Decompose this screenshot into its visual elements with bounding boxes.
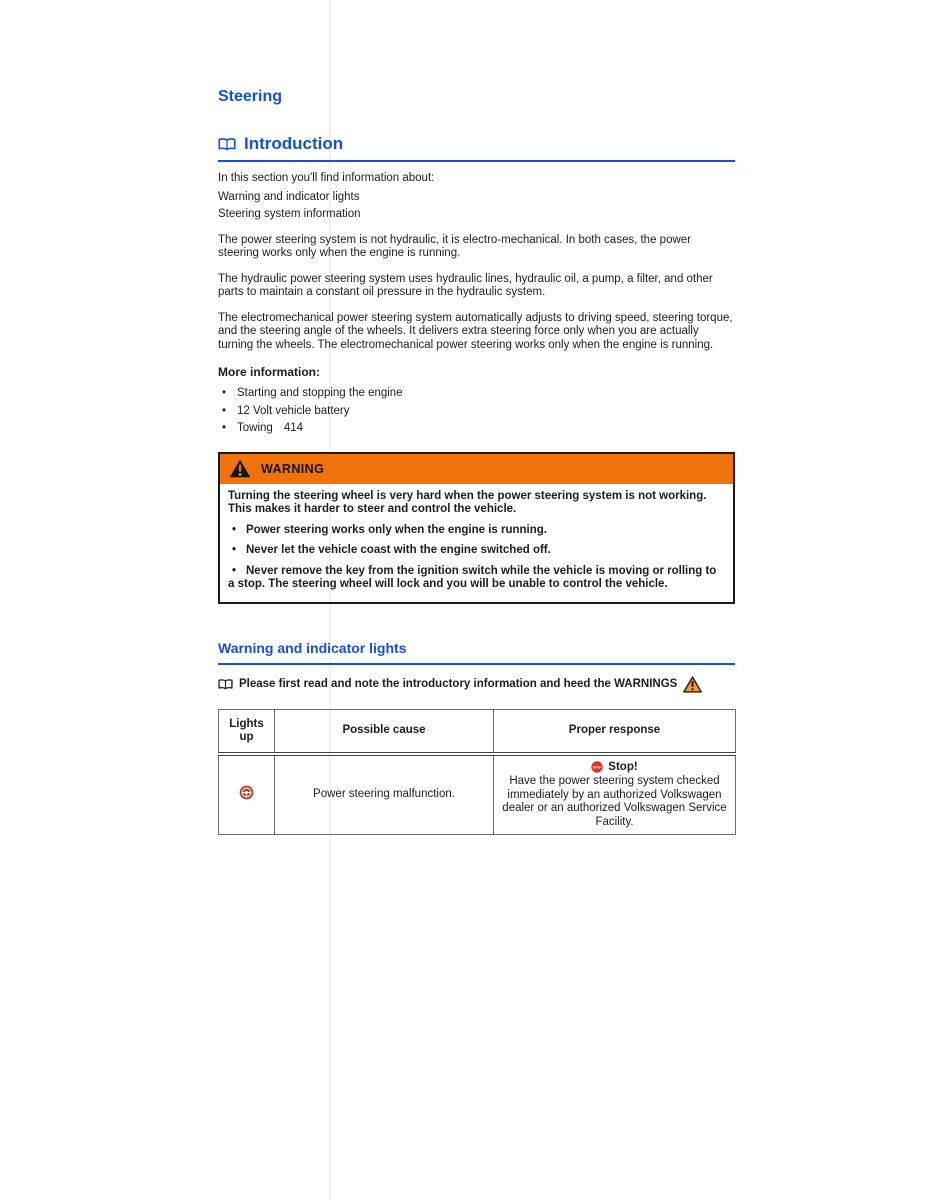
warning-bullet xyxy=(228,544,725,558)
warning-box-body xyxy=(220,484,733,602)
bullet-dot: • xyxy=(222,387,227,399)
col-header-proper-response: Proper response xyxy=(494,709,736,754)
page-title: Steering xyxy=(218,88,283,105)
warning-bullet xyxy=(228,565,725,592)
intro-topic-link: Warning and indicator lights xyxy=(218,190,360,203)
open-book-icon xyxy=(218,138,236,151)
bullet-dot: • xyxy=(232,544,237,556)
intro-topic-link: Steering system information xyxy=(218,208,361,220)
warning-triangle-icon xyxy=(229,459,251,478)
stop-title: Stop! xyxy=(608,760,638,773)
stop-title-line xyxy=(500,761,729,775)
possible-cause-cell: Power steering malfunction. xyxy=(275,754,494,834)
response-text: Have the power steering system checked immediately by an authorized Volkswagen dealer or an authorized Volkswagen Service Facility. xyxy=(502,775,727,828)
bullet-dot: • xyxy=(222,422,227,434)
more-information-heading: More information: xyxy=(218,365,320,379)
bullet-dot: • xyxy=(232,564,237,577)
more-information-list xyxy=(218,387,735,436)
open-book-icon xyxy=(218,679,233,690)
proper-response-cell xyxy=(494,754,736,834)
warning-title: WARNING xyxy=(261,461,325,476)
warning-bullet-text: Power steering works only when the engine is running. xyxy=(246,523,547,536)
warning-triangle-icon xyxy=(683,676,702,693)
body-paragraph: The electromechanical power steering system automatically adjusts to driving speed, steering torque, and the steering angle of the wheels. It delivers extra steering force only when you are actually turning the wheels. The electromechanical power steering works only when the engine is running. xyxy=(218,311,733,351)
svg-text:STOP: STOP xyxy=(592,765,602,770)
warning-intro-text: Turning the steering wheel is very hard when the power steering system is not working. This makes it harder to steer and control the vehicle. xyxy=(228,489,707,515)
page-content xyxy=(218,88,735,835)
list-item xyxy=(218,387,735,401)
page-reference: 414 xyxy=(283,422,303,434)
intro-section-heading xyxy=(218,134,735,162)
warning-bullet-text: Never let the vehicle coast with the engine switched off. xyxy=(246,544,551,556)
introductory-note-text: Please first read and note the introductory information and heed the WARNINGS xyxy=(239,677,678,690)
indicator-heading-label: Warning and indicator lights xyxy=(218,639,407,656)
warning-box-header xyxy=(220,454,733,484)
power-steering-warning-light-icon xyxy=(239,785,254,800)
intro-heading-label: Introduction xyxy=(244,134,344,153)
indicator-section-heading xyxy=(218,640,735,665)
indicator-lights-table xyxy=(218,709,736,835)
bullet-dot: • xyxy=(232,523,237,536)
list-item-label: Starting and stopping the engine xyxy=(237,387,403,399)
body-paragraph: The hydraulic power steering system uses hydraulic lines, hydraulic oil, a pump, a filter, and other parts to maintain a constant oil pressure in the hydraulic system. xyxy=(218,272,713,298)
col-header-lights-up: Lights up xyxy=(219,709,275,754)
stop-icon xyxy=(591,761,603,773)
warning-box xyxy=(218,452,735,604)
warning-bullet xyxy=(228,524,725,538)
intro-lead: In this section you'll find information about: xyxy=(218,172,435,184)
body-paragraph: The power steering system is not hydraulic, it is electro-mechanical. In both cases, the power steering works only when the engine is running. xyxy=(218,233,691,259)
bullet-dot: • xyxy=(222,404,227,417)
table-row xyxy=(219,754,736,834)
warning-bullet-text: Never remove the key from the ignition switch while the vehicle is moving or rolling to a stop. The steering wheel will lock and you will be unable to control the vehicle. xyxy=(228,564,717,590)
list-item xyxy=(218,422,735,436)
table-header-row xyxy=(219,709,736,754)
introductory-note xyxy=(218,676,735,693)
list-item-label: Towing xyxy=(237,422,273,434)
list-item-label: 12 Volt vehicle battery xyxy=(237,404,350,417)
list-item xyxy=(218,405,735,419)
light-cell xyxy=(219,754,275,834)
col-header-possible-cause: Possible cause xyxy=(275,709,494,754)
